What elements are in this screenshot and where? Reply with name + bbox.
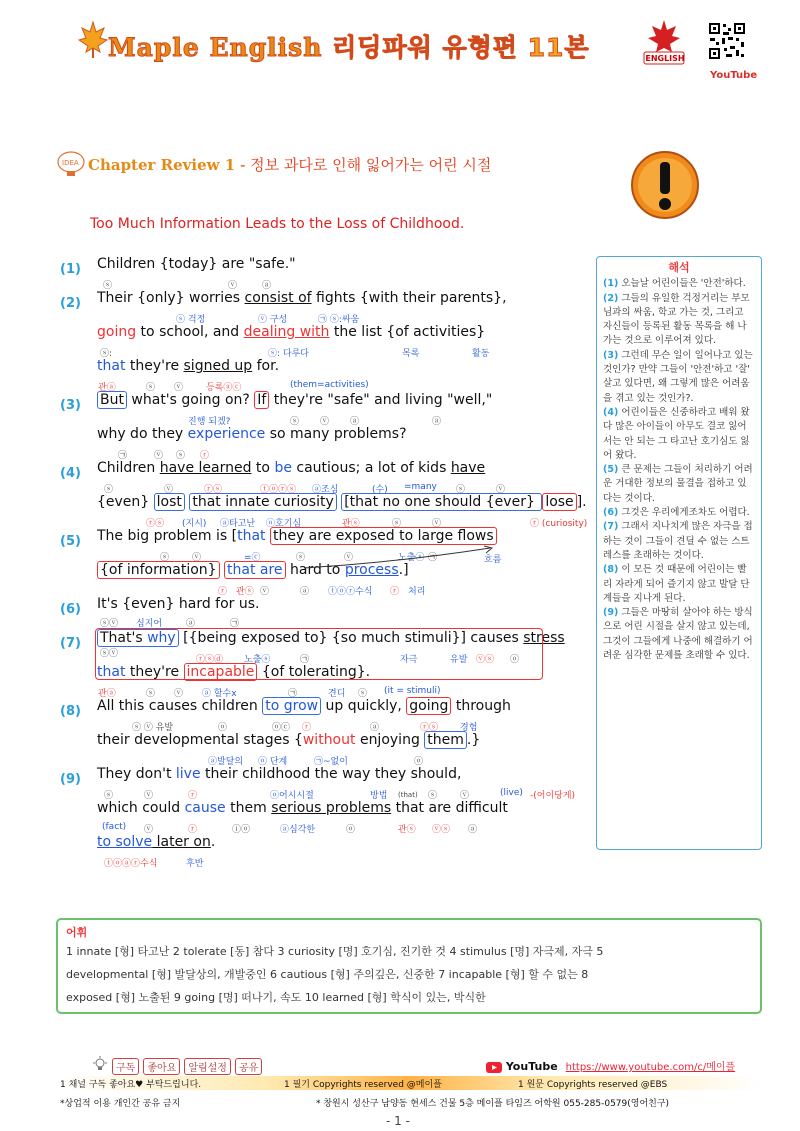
text: which could: [97, 800, 185, 816]
sentence-number: (9): [60, 772, 81, 787]
annotation: ⓥ: [192, 553, 202, 563]
annotation: ⓥ: [260, 587, 270, 597]
annotation: 견디: [328, 689, 346, 699]
text: [97, 629, 179, 647]
text: .: [210, 834, 216, 850]
annotation: ⓢ: [104, 791, 114, 801]
annotation: ㉠: [288, 689, 298, 699]
sentence-number: (5): [60, 534, 81, 549]
annotation: 활동: [472, 349, 490, 359]
annotation: ⓐ: [186, 619, 196, 629]
annotation: ⓞ: [218, 723, 228, 733]
translation-text: 오늘날 어린이들은 '안전'하다.: [621, 278, 746, 290]
annotation: ⓐ발달의: [208, 757, 244, 767]
text: But: [97, 391, 127, 409]
lightbulb-icon: [92, 1056, 108, 1072]
translation-text: 그래서 지나치게 많은 자극을 접하는 것이 그들이 견딜 수 없는 스트레스를 초래하는 것이다.: [603, 521, 753, 561]
annotation: 노출ⓢ: [244, 655, 271, 665]
share-button[interactable]: 공유: [235, 1058, 262, 1075]
text: lost: [154, 493, 185, 511]
annotation: ⓡⓢ: [146, 519, 165, 529]
translation-item: [603, 406, 755, 463]
vocabulary-line: exposed [형] 노출된 9 going [명] 떠나기, 속도 10 learned [형] 학식이 있는, 박식한: [66, 991, 486, 1004]
vocabulary-line: 1 innate [형] 타고난 2 tolerate [동] 참다 3 curiosity [명] 호기심, 진기한 것 4 stimulus [명] 자극제, 자극 5: [66, 945, 604, 958]
text: .}: [466, 732, 481, 748]
chapter-title: [88, 154, 491, 175]
translation-text: 이 모든 것 때문에 어린이는 빨리 자라게 되어 즐기지 않고 발달 단계들을 지나게 된다.: [603, 564, 750, 604]
sentence-number: (1): [60, 262, 81, 277]
footer-row: [60, 1096, 760, 1109]
annotation: ⓡⓢ: [204, 485, 223, 495]
footer-text: 1 원문 Copyrights reserved @EBS: [518, 1080, 668, 1090]
annotation: ⓡ: [218, 587, 228, 597]
annotation: ⓥ: [320, 417, 330, 427]
passage-line: [97, 290, 507, 306]
annotation: ⓡⓢⓓ: [196, 655, 224, 665]
translation-text: 그것은 우리에게조차도 어렵다.: [621, 507, 750, 519]
text: why: [147, 630, 176, 646]
annotation: 심지어: [136, 619, 163, 629]
text: why do they: [97, 426, 188, 442]
passage-line: It's {even} hard for us.: [97, 596, 260, 612]
sentence-number: (4): [60, 466, 81, 481]
translation-num: (2): [603, 292, 619, 304]
annotation: ⓞⓒ: [272, 723, 291, 733]
text: that are: [224, 561, 286, 579]
text: signed up: [183, 358, 253, 374]
passage-line: [97, 664, 370, 680]
translation-num: (8): [603, 564, 619, 576]
annotation: ⓢ: [176, 451, 186, 461]
annotation: ⓥ: [144, 791, 154, 801]
annotation: ⓐ: [350, 417, 360, 427]
annotation: (수): [372, 485, 388, 495]
sentence-number: (7): [60, 636, 81, 651]
annotation: 관ⓢ: [236, 587, 254, 597]
text: to: [251, 460, 275, 476]
annotation: ⓞ: [414, 757, 424, 767]
annotation: ⓢ:: [100, 349, 113, 359]
badge-label: ENGLISH: [645, 54, 685, 63]
subscribe-button[interactable]: 구독: [112, 1058, 139, 1075]
text: later on: [152, 834, 211, 850]
social-buttons: [112, 1058, 266, 1075]
maple-leaf-icon: [78, 20, 108, 60]
annotation: ⓢ ⓥ 유발: [132, 723, 174, 733]
text: .]: [398, 562, 409, 578]
text: {of tolerating}.: [257, 664, 371, 680]
annotation: ⓢ: [146, 689, 156, 699]
annotation: 흐름: [484, 555, 502, 565]
annotation: ⓢ: [358, 689, 368, 699]
text: stress: [523, 630, 565, 646]
annotation: (fact): [102, 822, 127, 832]
annotation: (it = stimuli): [384, 686, 441, 696]
sentence-number: (3): [60, 398, 81, 413]
like-button[interactable]: 좋아요: [143, 1058, 180, 1075]
annotation: ⓢ: [456, 485, 466, 495]
brand-name: Maple English: [108, 33, 323, 62]
channel-url[interactable]: https://www.youtube.com/c/메이플: [565, 1062, 736, 1073]
annotation: ⓥ: [144, 825, 154, 835]
translation-panel: [596, 256, 762, 850]
passage-line: [97, 358, 279, 374]
passage-line: [97, 426, 407, 442]
text: they're: [125, 664, 184, 680]
annotation: ⓐ: [468, 825, 478, 835]
text: consist of: [244, 290, 312, 306]
passage-line: [97, 698, 511, 714]
annotation: ⓐ: [370, 723, 380, 733]
vocabulary-line: developmental [형] 발달상의, 개발중인 6 cautious [형] 주의깊은, 신중한 7 incapable [형] 할 수 없는 8: [66, 968, 589, 981]
annotation: =many: [404, 482, 437, 492]
annotation: ⓥ: [496, 485, 506, 495]
annotation: ⓐ조심: [312, 485, 339, 495]
annotation: 진행 되겠?: [188, 417, 231, 427]
text: Children: [97, 460, 160, 476]
annotation: ㉠: [118, 451, 128, 461]
annotation: ⓡ: [390, 587, 400, 597]
youtube-label[interactable]: YouTube: [710, 70, 758, 81]
translation-item: [603, 349, 755, 406]
text: [{being exposed to} {so much stimuli}] causes: [178, 630, 524, 646]
idea-bulb-icon: [56, 150, 86, 178]
translation-item: [603, 277, 755, 291]
passage-line: [97, 834, 215, 850]
annotation: ⓢ: [103, 281, 113, 291]
annotation: ㉠: [230, 619, 240, 629]
translation-num: (7): [603, 521, 619, 533]
annotation: 방법: [370, 791, 388, 801]
passage-line: [97, 324, 485, 340]
translation-num: (9): [603, 607, 619, 619]
passage-line: [97, 460, 485, 476]
qr-code-icon[interactable]: [708, 22, 746, 60]
annotation: ⓢ: [296, 553, 306, 563]
footer-text: * 창원시 성산구 남양동 현세스 건물 5층 메이플 타임즈 어학원 055-285-0579(영어친구): [316, 1099, 670, 1109]
text: up quickly,: [321, 698, 407, 714]
annotation: ⓥⓢ: [432, 825, 451, 835]
annotation: 후반: [186, 859, 204, 869]
passage-line: [97, 766, 461, 782]
text: have learned: [159, 460, 252, 476]
translation-num: (4): [603, 406, 619, 418]
text: They don't: [97, 766, 176, 782]
annotation: ⓥ: [460, 791, 470, 801]
text: that: [97, 358, 126, 374]
translation-num: (3): [603, 349, 619, 361]
passage-line: [97, 392, 492, 408]
vocabulary-panel: [56, 918, 762, 1014]
annotation: ⓞ호기심: [266, 519, 302, 529]
annotation: ⓢ: [146, 383, 156, 393]
translation-num: (1): [603, 278, 619, 290]
text: incapable: [184, 663, 258, 681]
passage-line: [97, 494, 587, 510]
text: that: [237, 528, 266, 544]
annotation: ⓥ: [228, 281, 238, 291]
translation-item: [603, 563, 755, 606]
translation-text: 어린이들은 신중하라고 배워 왔다 많은 아이들이 아무도 결코 잃어서는 안 되는 그 타고난 호기심도 잃어 왔다.: [603, 406, 750, 461]
annotation: ⓣⓞⓡⓢ: [260, 485, 297, 495]
translation-item: [603, 292, 755, 349]
annotation: 노출ⓢ: [398, 553, 425, 563]
annotation: ㉠ ⓢ:싸움: [318, 315, 360, 325]
annotation: ⓢ 걱정: [176, 315, 206, 325]
text: live: [175, 766, 201, 782]
annotation: ⓐ: [432, 417, 442, 427]
text: so many problems?: [265, 426, 407, 442]
annotation: ㉠: [300, 655, 310, 665]
passage-line: [97, 528, 497, 544]
annotation: ⓘⓞ: [232, 825, 251, 835]
annotation: ⓥ: [432, 519, 442, 529]
passage-line: [97, 630, 565, 646]
text: to school, and: [136, 324, 244, 340]
vocabulary-title: 어휘: [66, 926, 88, 939]
text: going: [406, 697, 451, 715]
text: ].: [576, 494, 587, 510]
annotation: 관ⓐ: [98, 689, 116, 699]
brand-title: [108, 28, 590, 64]
annotation: 자극: [400, 655, 418, 665]
text: All this causes children: [97, 698, 263, 714]
passage-line: [97, 800, 508, 816]
annotation: 등록ⓐⓒ: [206, 383, 242, 393]
text: without: [302, 732, 356, 748]
text: them: [424, 731, 467, 749]
annotation: ⓢ: [392, 519, 402, 529]
translation-num: (5): [603, 464, 619, 476]
text: The big problem is [: [97, 528, 238, 544]
annotation: 처리: [408, 587, 426, 597]
sentence-number: (6): [60, 602, 81, 617]
annotation: ㉠: [428, 553, 438, 563]
text: they are exposed to large flows: [270, 527, 497, 545]
translation-title: 해석: [668, 261, 690, 274]
page-number: - 1 -: [386, 1114, 410, 1128]
translation-item: [603, 520, 755, 563]
text: be: [274, 460, 292, 476]
text: their childhood the way they should,: [200, 766, 462, 782]
text: that are difficult: [391, 800, 508, 816]
chapter-subtitle: Too Much Information Leads to the Loss of Childhood.: [90, 216, 465, 232]
passage-line: Children {today} are "safe.": [97, 256, 296, 272]
annotation: ⓢⓥ: [100, 649, 119, 659]
annotation: ⓥ: [174, 383, 184, 393]
exclamation-icon: [630, 150, 700, 220]
text: they're: [125, 358, 184, 374]
text: fights {with their parents},: [311, 290, 507, 306]
annotation: ⓐ 할수x: [202, 689, 237, 699]
sentence-number: (8): [60, 704, 81, 719]
annotation: ⓐ: [300, 587, 310, 597]
annotation: ⓐ: [262, 281, 272, 291]
text: going: [97, 324, 137, 340]
annotation: ⓞ: [510, 655, 520, 665]
annotation: (them=activities): [290, 380, 369, 390]
text: what's going on?: [126, 392, 255, 408]
text: dealing with: [243, 324, 330, 340]
annotation: ⓞ: [346, 825, 356, 835]
notify-button[interactable]: 알림설정: [184, 1058, 231, 1075]
annotation: ⓥ: [174, 689, 184, 699]
chapter-prefix: Chapter Review 1: [88, 156, 236, 174]
text: lose: [542, 493, 576, 511]
translation-item: [603, 606, 755, 663]
annotation: (live): [500, 788, 523, 798]
annotation: ⓡ: [200, 451, 210, 461]
text: to solve: [97, 834, 153, 850]
text: for.: [252, 358, 280, 374]
text: If: [254, 391, 269, 409]
translation-text: 그런데 무슨 일이 일어나고 있는 것인가? 만약 그들이 '안전'하고 '잘' 살고 있다면, 왜 그렇게 많은 어려움을 겪고 있는 것인가?.: [603, 349, 753, 404]
footer-row: [60, 1077, 760, 1090]
text: {even}: [97, 494, 154, 510]
translation-text: 그들의 유일한 걱정거리는 부모님과의 싸움, 학교 가는 것, 그리고 자신들이 등록된 활동 목록을 해 나가는 것으로 이루어져 있다.: [603, 292, 750, 347]
text: that innate curiosity: [189, 493, 336, 511]
translation-item: [603, 463, 755, 506]
annotation: ⓥ: [154, 451, 164, 461]
translation-text: 그들은 마땅히 살아야 하는 방식으로 어린 시절을 살지 않고 있는데, 그것이 그들에게 나중에 해결하기 어려운 심각한 문제를 초래할 수 있다.: [603, 607, 753, 662]
text: [that no one should {ever}: [341, 493, 542, 511]
text: cause: [184, 800, 226, 816]
passage-line: [97, 732, 480, 748]
annotation: ⓢ: [290, 417, 300, 427]
annotation: 경험: [460, 723, 478, 733]
footer-text: *상업적 이용 개인간 공유 금지: [60, 1099, 181, 1109]
youtube-link[interactable]: [486, 1058, 735, 1073]
annotation: ⓐ타고난: [220, 519, 256, 529]
text: to grow: [262, 697, 321, 715]
annotation: 관ⓢ: [342, 519, 360, 529]
text: Their {only} worries: [97, 290, 245, 306]
text: them: [225, 800, 272, 816]
text: process: [344, 562, 399, 578]
text: they're "safe" and living "well,": [269, 392, 493, 408]
text: their developmental stages {: [97, 732, 303, 748]
annotation: 관ⓐ: [98, 383, 116, 393]
annotation: ⓡ: [188, 825, 198, 835]
annotation: 유발: [450, 655, 468, 665]
annotation: ㉠~없이: [314, 757, 348, 767]
annotation: ⓡⓢ: [420, 723, 439, 733]
annotation: ⓢ: 다루다: [268, 349, 309, 359]
text: the list {of activities}: [329, 324, 486, 340]
youtube-text: YouTube: [505, 1060, 558, 1073]
svg-text:IDEA: IDEA: [62, 159, 79, 167]
chapter-title-ko: - 정보 과다로 인해 잃어가는 어린 시절: [235, 156, 492, 174]
annotation: ⓥ: [164, 485, 174, 495]
annotation: ⓣⓞⓐⓡ수식: [104, 859, 158, 869]
annotation: ⓢ: [104, 485, 114, 495]
annotation: ⓣⓞⓡ수식: [328, 587, 373, 597]
text: that: [97, 664, 126, 680]
annotation: 관ⓢ: [398, 825, 416, 835]
annotation: -(어이당게): [530, 791, 576, 801]
translation-num: (6): [603, 507, 619, 519]
annotation: ⓞ 단계: [258, 757, 288, 767]
connector-arrow: [300, 544, 500, 574]
annotation: ⓡ: [188, 791, 198, 801]
annotation: ⓥ: [344, 553, 354, 563]
annotation: ⓞ어시시절: [270, 791, 314, 801]
text: That's: [100, 630, 148, 646]
text: hard to: [285, 562, 345, 578]
text: enjoying: [355, 732, 425, 748]
annotation: ⓥ 구성: [258, 315, 288, 325]
youtube-icon: [486, 1062, 502, 1073]
translation-item: [603, 506, 755, 520]
annotation: =ⓒ: [244, 553, 261, 563]
annotation: (that): [398, 791, 418, 799]
annotation: ⓥⓢ: [476, 655, 495, 665]
text: serious problems: [271, 800, 392, 816]
annotation: ⓐ심각한: [280, 825, 316, 835]
annotation: ⓡ (curiosity): [530, 519, 588, 529]
annotation: 목록: [402, 349, 420, 359]
footer-text: 1 채널 구독 좋아요♥ 부탁드립니다.: [60, 1080, 202, 1090]
translation-text: 큰 문제는 그들이 처리하기 어려운 거대한 정보의 물결을 접하고 있다는 것이다.: [603, 464, 753, 504]
annotation: ⓢⓥ: [100, 619, 119, 629]
annotation: (지시): [182, 519, 207, 529]
footer-text: 1 필기 Copyrights reserved @메이플: [284, 1080, 442, 1090]
annotation: ⓡ: [302, 723, 312, 733]
text: have: [450, 460, 486, 476]
sentence-number: (2): [60, 296, 81, 311]
text: experience: [187, 426, 266, 442]
text: cautious; a lot of kids: [291, 460, 451, 476]
text: through: [451, 698, 511, 714]
brand-subtitle: 리딩파워 유형편 11본: [332, 33, 590, 62]
annotation: ⓢ: [428, 791, 438, 801]
annotation: ⓢ: [160, 553, 170, 563]
text: {of information}: [97, 561, 220, 579]
